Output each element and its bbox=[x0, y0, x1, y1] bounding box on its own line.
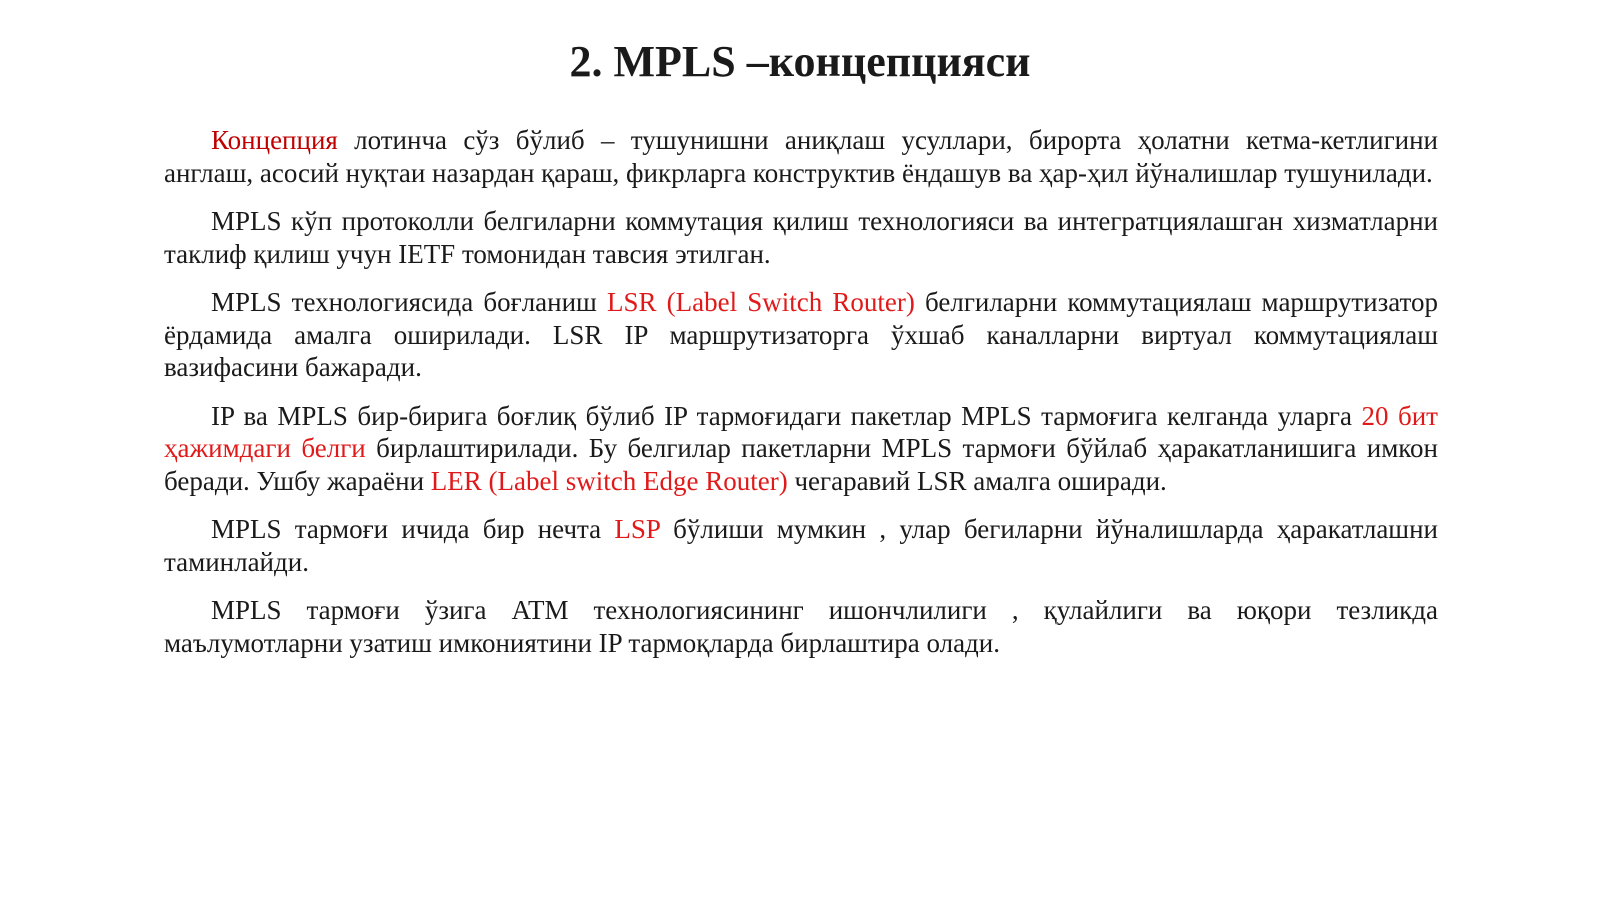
slide-title: 2. MPLS –концепцияси bbox=[569, 37, 1031, 86]
term-highlight: LSR (Label Switch Router) bbox=[606, 287, 915, 317]
paragraph-text: белгиларни коммутациялаш маршрутизатор ёрдамида амалга оширилади. LSR IP маршрутизаторга ўхшаб каналларни виртуал коммутациялаш вазифасини бажаради. bbox=[164, 287, 1439, 382]
paragraph-lsr bbox=[164, 286, 1438, 384]
term-highlight: Концепция bbox=[211, 125, 338, 155]
term-highlight: 20 бит ҳажимдаги белги bbox=[164, 400, 1438, 463]
paragraph-text: MPLS кўп протоколли белгиларни коммутация қилиш технологияси ва интегратциялашган хизматларни таклиф қилиш учун IETF томонидан тавсия этилган. bbox=[164, 206, 1438, 269]
paragraph-atm bbox=[164, 594, 1438, 659]
paragraph-text: MPLS тармоғи ичида бир нечта bbox=[211, 514, 615, 544]
paragraph-text: IP ва MPLS бир-бирига боғлиқ бўлиб IP тармоғидаги пакетлар MPLS тармоғига келганда уларга bbox=[211, 400, 1362, 431]
paragraph-ip-mpls bbox=[164, 400, 1438, 498]
paragraph-text: чегаравий LSR амалга оширади. bbox=[787, 465, 1167, 496]
paragraph-text: лотинча сўз бўлиб – тушунишни аниқлаш усуллари, бирорта ҳолатни кетма-кетлигини англаш, асосий нуқтаи назардан қараш, фикрларга конструктив ёндашув ва ҳар-ҳил йўналишлар тушунилади. bbox=[164, 125, 1438, 188]
paragraph-mpls-intro bbox=[164, 205, 1438, 270]
paragraph-text: бирлаштирилади. Бу белгилар пакетларни MPLS тармоғи бўйлаб ҳаракатланишига имкон беради. Ушбу жараёни bbox=[164, 433, 1438, 496]
paragraph-lsp bbox=[164, 513, 1438, 578]
paragraph-text: MPLS тармоғи ўзига ATM технологиясининг ишончлилиги , қулайлиги ва юқори тезликда маълумотларни узатиш имкониятини IP тармоқларда бирлаштира олади. bbox=[164, 595, 1438, 658]
term-highlight: LER (Label switch Edge Router) bbox=[430, 465, 788, 496]
term-highlight: LSP bbox=[614, 514, 660, 544]
paragraph-concept-definition bbox=[164, 124, 1438, 189]
paragraph-text: бўлиши мумкин , улар бегиларни йўналишларда ҳаракатлашни таминлайди. bbox=[164, 514, 1438, 577]
slide-body bbox=[164, 124, 1438, 675]
paragraph-text: MPLS технологиясида боғланиш bbox=[211, 287, 607, 317]
